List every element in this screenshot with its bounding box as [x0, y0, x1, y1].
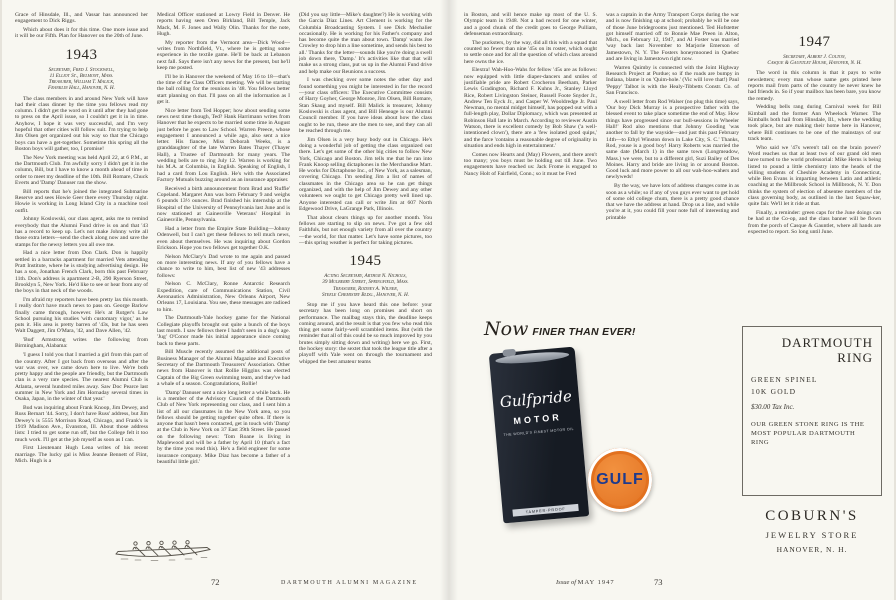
paragraph: I was checking over some notes the other day and found something you might be interested in for the record—your class officers: The Executive Committee consists of Harry Goyher, George Monroe, Jim Olsen, Bill Romare, Stan Skaug and myself. Bill Malick is treasurer, Johnny Koslowski is class agent, and Bill Heneage is our Alumni Council member. If you have ideas about how the class ought to be run, these are the men to see, and they can all be reached through me.	[299, 77, 432, 134]
paragraph: Bud was inquiring about Frank Knoop, Jim Dewey, and Russ Bernart '44. Sorry, I don't have Russ' address, but Jim Dewey's is 5555 Morrison Road, Chicago, and Frank's is 1919 Madison Ave., Evanston, Ill. About those address lists: I tried to get some run off, but the College felt it too much work. I'll get at the job myself as soon as I can.	[15, 405, 148, 443]
coburns-line2: JEWELRY STORE	[765, 530, 859, 540]
paragraph: (Did you say little—Mike's daughter?) He is working with the Garcia Diaz Lines. Art Clement is working for the Columbia Broadcasting System. I see Dick Mechalier occasionally. He is working for his Father's company and has become quite the man about town. 'Damp' wants Joe Crowley to drop him a line sometime, and sends his best to all.' Thanks for the letter—sounds like you're doing a swell job down there, 'Damp.' It's activities like that that will make us a strong class, put us up in the Alumni Fund drive and help make our Reunions a success.	[299, 12, 432, 75]
class-1947-heading: 1947	[798, 34, 831, 50]
paragraph: Received a birth announcement from Brad and 'Ruffie' Copeland. Margaret Ann was born February 9 and weighs 6 pounds 13½ ounces. Brad finished his internship at the Hospital of the University of Pennsylvania last June and is now stationed at Gainesville Veterans' Hospital in Gainesville, Pennsylvania.	[157, 185, 290, 224]
paragraph: Finally, a reminder: green caps for the June doings can be had at the Co-op, and the class banner will be flown from the porch of Casque & Gauntlet, where all hands are expected to report. So long until June.	[748, 210, 881, 236]
paragraph: Comes now Hearts and (May) Flowers, and there aren't too many; you boys must be holding out till June. Two engagements have reached us: Jack Frome is engaged to Nancy Holt of Fairfield, Conn.; so it must be Fred	[464, 151, 597, 177]
paragraph: Nice letter from Ted Hopper; how about sending some news next time though, Ted? Hank Harrimann writes from Hanover that he expects to be married some time in August just before he goes to Law School. Warren Preece, whose engagement I announced a while ago, also sent a nice letter. His fiancee, Miss Deborah Weeks, is a granddaughter of the late Warren Bates Thayer (Thayer Hall), a Trustee of Dartmouth for many years. The wedding bells are to ring July 12. Warren is working for his M.A. at Columbia, in English. Speaking of English, I had a card from Lou English. He's with the Associated Factory Mutuals buzzing around as an insurance appraiser.	[157, 107, 290, 183]
paragraph: Franklin Hall, Hanover, N. H.	[48, 85, 115, 92]
paragraph: Had a nice letter from Don Clark. Don is happily settled in a barracks apartment for married Vets attending Pratt Institute, where he is studying advertising design. He has a son, Jonathan French Clark, born this past February 11th. Don's address is apartment 2-B, 290 Ryerson Street, Brooklyn 5, New York. He'd like to see or hear from any of the boys in that neck of the woods.	[15, 250, 148, 295]
dartmouth-ring-advertisement	[742, 326, 882, 496]
paragraph: Secretary, Albert J. Colton,	[783, 54, 846, 60]
paragraph: Had a letter from the Empire State Building—Johnny Odenwell, but I can't get these fellows to tell much news, even about themselves. He was inquiring about Gordon Erickson. Hope you two fellows get together O.K.	[157, 226, 290, 251]
paragraph: Secretary, Fred J. Stockwell,	[48, 66, 115, 73]
page-number-72: 72	[211, 577, 220, 587]
column-text	[157, 12, 290, 465]
paragraph: in Boston, and will hence make up most of the U. S. Olympic team in 1948. Not a bad record for one winter, and a good chunk of the credit goes to George Pulliam, defenseman extraordinary.	[464, 12, 597, 37]
paragraph: I'll be in Hanover the weekend of May 16 to 18—that's the time of the Class Officers meeting. We will be starting the ball rolling for the reunions in '48. You fellows better start planning on that. I'll pass on all the information as I get it.	[157, 73, 290, 105]
page-number-73: 73	[654, 577, 663, 587]
paragraph: Treasurer, William T. Malick,	[48, 79, 115, 86]
paragraph: 'Bud' Armstrong writes the following from Birmingham, Alabama:	[15, 337, 148, 350]
paragraph: A swell letter from Rod Walser (no plug this time) says, 'Our boy Dick Murray is a prospective father with the blessed event to take place sometime the end of May. How things have progressed since our bull-sessions in Wheeler Hall!' Rod also mentions that Johnny Gooding 'was another to fall by the wayside—and just this past February 14th—to Ethyl Winston down in Lake City, S. C.' Thanks, Rod, youse is a good boy! Harry Roberts was married the same date (March 1) in the same town (Longmeadow, Mass.) we were, but to a different girl, Suzi Bailey of Des Moines. Harry and bride are living in or around Boston. Good luck and more power to all our wah-hoo-wahers and newlyweds!	[606, 98, 739, 181]
gulf-logo-disc	[588, 448, 652, 512]
paragraph: The Dartmouth-Yale hockey game for the National Collegiate playoffs brought out quite a bunch of the boys last month. I saw fellows there I hadn't seen in a dog's age. 'Jug' O'Conor made his initial appearance since coming back to these parts.	[157, 315, 290, 347]
paragraph: Medical Officer stationed at Lowry Field in Denver. He reports having seen Oren Birkland, Bill Temple, Jack Mack, M. F. Jones and Wally Olin. Thanks for the note, Hugh.	[157, 12, 290, 37]
paragraph: Warren Quimby is connected with the Joint Highway Research Project at Purdue; so if the roads are bumpy in Indiana, blame it on 'Quim-hole.' (Vic will love that!) Paul 'Peppy' Talbot is with the Healy-Tibbetts Constr. Co. of San Francisco.	[606, 64, 739, 97]
gulf-headline-caps: FINER THAN EVER!	[532, 326, 636, 338]
paragraph: That about clears things up for another month. You fellows are starting to slip on news. I've got a few old Faithfuls, but not enough variety from all over the country—the world, for that matter. Let's have some pictures, too—this spring weather is perfect for taking pictures.	[299, 214, 432, 246]
motor-label: MOTOR	[513, 411, 563, 427]
paragraph: Nelson McClary's Dad wrote to me again and passed on more interesting news. If any of you fellows have a chance to write to him, best list of new '43 addresses follows:	[157, 253, 290, 279]
paragraph: was a captain in the Army Transport Corps during the war and is now finishing up at school; probably he will be one of those June bridegrooms just mentioned. Ted Hofstetter got himself married off to Bonnie Mae Preen in Alton, Mich., on February 12, 1947, and Al Foster was married 'way back last November to Marjorie Emerson of Jamestown, N. Y. The Fosters honeymooned in Quebec and are living in Jamestown right now.	[606, 12, 739, 63]
column-text	[464, 12, 597, 177]
column-text	[299, 12, 432, 246]
paragraph: Stop me if you have heard this one before: your secretary has been long on promises and short on performance. The mailbag stays thin, the deadline keeps coming around, and the result is that you few who read this thing get some fairly-well scrambled items. But (with the reminder that all of this could be so much improved by you brutes simply sitting down and writing) here we go. First, the hockey story: the sextet that took the league title after a playoff with Yale went on through the tournament and whipped the best amateur teams	[299, 302, 432, 365]
ring-ad-title-line2: RING	[837, 349, 873, 365]
issue-footer	[556, 579, 615, 586]
magazine-spread	[2, 0, 894, 600]
class-1945-heading: 1945	[349, 253, 382, 270]
can-tagline: THE WORLD'S FINEST MOTOR OIL	[503, 426, 575, 438]
page-gutter	[440, 0, 458, 600]
coburns-name: COBURN'S	[765, 508, 859, 524]
issue-prefix: Issue of	[556, 579, 577, 586]
paragraph: Steele Chemistry Bldg., Hanover, N. H.	[321, 291, 410, 298]
gulfpride-brand-label: Gulfpride	[499, 387, 573, 412]
gulf-logo-text: GULF	[596, 471, 644, 488]
paragraph: Casque & Gauntlet House, Hanover, N. H.	[767, 60, 862, 67]
ring-slogan: OUR GREEN STONE RING IS THE MOST POPULAR DARTMOUTH RING	[751, 421, 865, 446]
paragraph: Nelson C. McClary, Ronne Antarctic Research Expedition, care of Communications Station, Civil Aeronautics Administration, New Orleans Airport, New Orleans 17, Louisiana. You see, these messages are radioed to him.	[157, 281, 290, 313]
paragraph: Bill reports that he's joined the integrated Submarine Reserve and sees Howie Geer there every Thursday night. Howie is working in Long Island City in a machine tool outfit.	[15, 188, 148, 214]
paragraph: 'Damp' Danuser sent a nice long letter a while back. He is a member of the Advisory Council of the Dartmouth Club of New York representing our class, and I sent him a list of all our classmates in the New York area, so you fellows should be getting together quite often. If there is anyone that hasn't been contacted, get in touch with 'Damp' at the Club in New York on 37 East 39th Street. He passed on the following news: 'Tom Roane is living in Maplewood and will be a father by April 10 (that's a fact by the time you read this). He's a field engineer for some insurance company. Mike Diaz has become a father of a beautiful little girl.'	[157, 389, 290, 465]
paragraph: The word in this column is that it pays to write newsletters; every man whose name gets printed here reports mail from parts of the country he never knew he had friends in. So if your mailbox has been bare, you know the remedy.	[748, 70, 881, 102]
oil-can-illustration	[489, 347, 589, 524]
page-72	[5, 0, 445, 600]
issue-date: MAY 1947	[577, 579, 615, 586]
paragraph: I'm afraid my reporters have been pretty lax this month. I really don't have much news to pass on. George Barlow finally came through, however. He's at Rutger's Law School pursuing his studies 'with customary vigor,' as he puts it. His area is pretty barren of '43s, but he has seen Walt Daggett, Jim O'Mara, '42, and Dave Allen, '42.	[15, 296, 148, 335]
paragraph: Which about does it for this time. One more issue and it will be our Fifth. Plan for Hanover on the 20th of June.	[15, 27, 148, 40]
paragraph: My reporter from the Vermont area—Dick Wood—writes from Northfield, Vt., where he is getting some experience in the textile game. He'll be back at Lebanon next fall. Says there isn't any news for the present, but he'll keep me posted.	[157, 39, 290, 71]
page73-column-2	[606, 12, 739, 314]
paragraph: By the way, we have lots of address changes come in as soon as a while; so if any of you guys ever want to get hold of some old college chum, there is a pretty good chance that we have the address at hand. Drop us a line, and while you're at it, you could fill your note full of interesting and printable	[606, 183, 739, 221]
page72-column-1	[15, 12, 148, 572]
paragraph: Jim Olsen is a very busy body out in Chicago. He's doing a wonderful job of getting the class organized out there. Let's get some of the other big cities to follow New York, Chicago and Boston. Jim tells me that he ran into Frank Knoop selling dictaphones in the Merchandise Mart. He works for Dictaphone Inc., of New York, as a salesman, covering Chicago. I'm sending Jim a list of names of classmates in the Chicago area so he can get things organized, and with the help of Jim Dewey and any other volunteers we ought to get Chicago pretty well lined up. Anyone interested can call or write Jim at 607 North Edgewood Drive, LaGrange Park, Illinois.	[299, 136, 432, 212]
gulf-headline-script: Now	[484, 318, 529, 340]
paragraph: The class members in and around New York will have had their class dinner by the time you fellows read my column. I didn't get the word on it until after they had gone to press on the April issue, so I couldn't get it in in time. Anyhow, I hope it was very successful, and I'm very hopeful that other cities will follow suit. I'm trying to help Jim Olsen get organized out his way so that the Chicago boys can have a get-together. Sometime this spring all the Boston boys will gather, too, I promise!	[15, 95, 148, 152]
class-1947-officers	[748, 54, 881, 66]
page73-column-1	[464, 12, 597, 314]
ring-stone-label: GREEN SPINEL	[751, 375, 818, 384]
paragraph: The pucksters, by the way, did all this with a squad that counted no fewer than nine '45s on its roster, which ought to settle once and for all the question of which class around here owns the ice.	[464, 39, 597, 65]
coburns-line3: HANOVER, N. H.	[776, 545, 848, 554]
gulf-ad-headline	[484, 318, 656, 340]
column-text	[15, 12, 148, 40]
paragraph: The New York meeting was held April 22, at 6 P.M., at the Dartmouth Club. I'm awfully sorry I didn't get it in the column, Bill, but I have to know a month ahead of time in order to meet my deadline of the 10th. Bill Romare, Chuck Everts and 'Damp' Danuser ran the show.	[15, 154, 148, 186]
column-text	[299, 302, 432, 365]
ring-metal-label: 10K GOLD	[751, 387, 797, 396]
class-1945-officers	[299, 273, 432, 298]
coburns-jewelry-advertisement	[742, 508, 882, 554]
paragraph: Acting Secretary, Arthur N. Nichols,	[324, 273, 407, 280]
page-73	[454, 0, 894, 600]
page72-column-2	[157, 12, 290, 572]
column-text	[606, 12, 739, 221]
page72-column-3	[299, 12, 432, 572]
tamper-proof-label: TAMPER-PROOF	[512, 504, 578, 517]
class-1943-heading: 1943	[65, 46, 98, 63]
class-1943-officers	[15, 67, 148, 92]
paragraph: Elextra! Wah-Hoo-Wahs for fellow '45s are as follows: now equipped with little diaper-dancers and smiles of justifiable pride are Robert Crocheron Beetham, Parker Lewis Gradington, Richard F. Kuhns Jr., Stanley Lloyd Rice, Robert Livingston Steiner, Russell Foote Snyder Jr., Andrew Ten Eyck Jr., and Casper W. Wooldredge Jr. Paul Newman, no mental midget himself, has popped out with a full-length play, Dollar Diplomacy, which was presented at Robinson Hall late in March. According to reviewer Austin Watson, there is excellent comedy by Bob Shaw ('a well-intentioned clown'), there are a 'few isolated good quips,' and the farce 'contains a reasonable degree of originality in situation and ends high in entertainment.'	[464, 67, 597, 149]
paragraph: Johnny Koslowski, our class agent, asks me to remind everybody that the Alumni Fund drive is on and that '43 has a record to keep up. Let's not make Johnny write all those extra letters—send the check along now and save the stamps for the newsy letters you all owe me.	[15, 216, 148, 248]
paragraph: First Lieutenant Hugh Lena writes of his recent marriage. The lucky gal is Miss Jeanne Bennett of Flint, Mich. Hugh is a	[15, 445, 148, 465]
magazine-title-footer: DARTMOUTH ALUMNI MAGAZINE	[281, 580, 418, 586]
paragraph: Who said we '47s weren't tall on the brain power? Word reaches us that at least two of our grand old men have turned to the world professorial: Mike Herns is being listed to pound a little chemistry into the heads of the willing students of Cheshire Academy in Connecticut, while Ben Evans is imparting between Latin and athletic coaching at the Millbrook School in Millbrook, N. Y. Don thinks the system of election of absentee members of the class governing body, as outlined in the last Squaw-ker, quite fair. We'll let it ride at that.	[748, 144, 881, 208]
gulf-oil-advertisement	[484, 318, 656, 576]
paragraph: Treasurer, Rodney A. Wilner,	[332, 285, 398, 292]
paragraph: Grace of Hinsdale, Ill., and Vassar has announced her engagement to Dick Riggs.	[15, 12, 148, 25]
paragraph: 11 Elliot St., Belmont, Mass.	[49, 72, 114, 79]
paragraph: 39 Mulberry Street, Springfield, Mass.	[322, 279, 409, 286]
ring-ad-title-line1: DARTMOUTH	[781, 335, 873, 350]
ring-price: $30.00 Tax Inc.	[751, 403, 795, 411]
paragraph: 'I guess I told you that I married a girl from this part of the country. After I got back from overseas and after the war was over, we came down here to live. We're both pretty happy and the people are friendly, but the Dartmouth clan is a very rare species. The nearest Alumni Club is Atlanta, several hundred miles away. Saw Doc Pearce last summer in New York and Jim Hornaday several times in Osaka, Japan, in the winter of that year.'	[15, 352, 148, 403]
rowing-crew-illustration	[111, 534, 215, 564]
column-text	[15, 96, 148, 465]
paragraph: Wedding bells rang during Carnival week for Bill Kimball and the former Ann Wheelock Warner. The Kimballs both hail from Hinsdale, Ill., where the wedding took place, but are making their home here in Hanover, where Bill continues to be one of the mainstays of our track team.	[748, 104, 881, 142]
paragraph: Bill Muscle recently assumed the additional posts of Business Manager of the Alumni Magazine and Executive Secretary of the Dartmouth Treasurers' Association. Other news from Hanover is that Rollie Higgins was elected Captain of the Big Green swimming team, and they've had a whale of a season. Congratulations, Rollie!	[157, 349, 290, 387]
column-text	[748, 70, 881, 308]
